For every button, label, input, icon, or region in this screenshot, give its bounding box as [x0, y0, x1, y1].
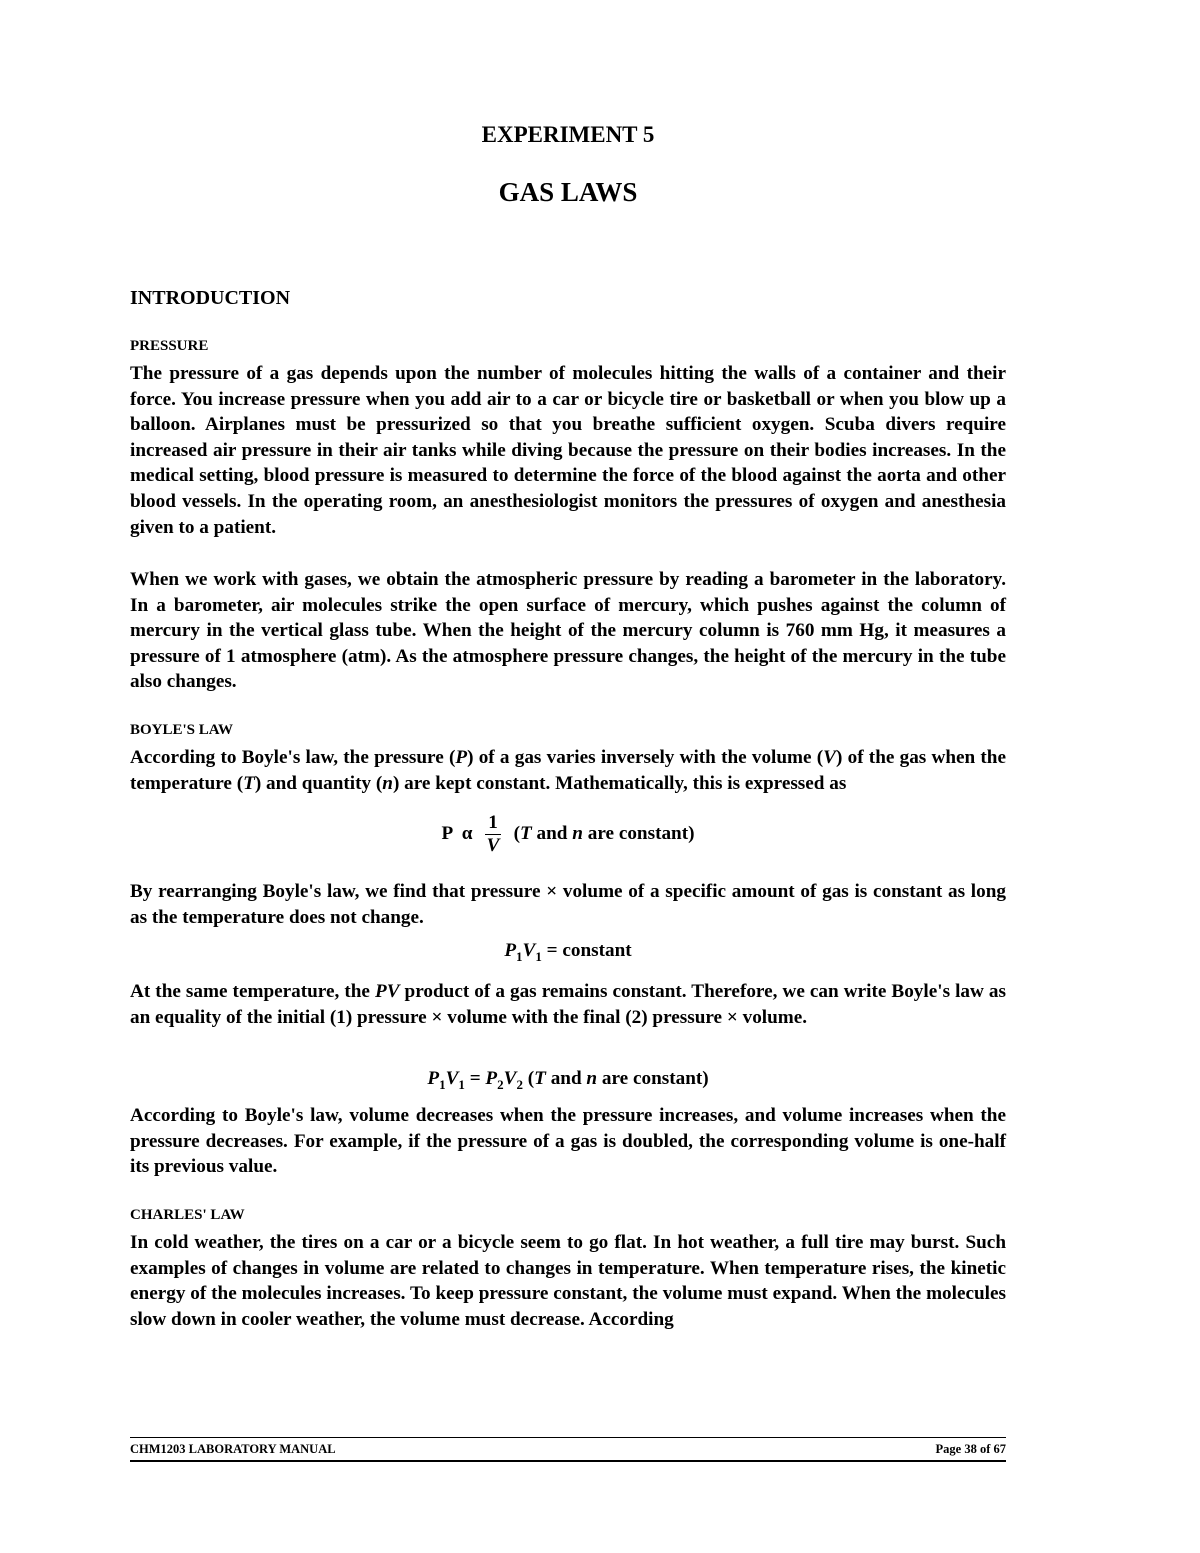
charles-section — [130, 1207, 1006, 1332]
pressure-paragraph-2-block — [130, 567, 1006, 695]
charles-paragraph-1: In cold weather, the tires on a car or a bicycle seem to go flat. In hot weather, a full tire may burst. Such examples of changes in volume are related to changes in temperature. When temperature rises, the kinetic energy of the molecules increases. To keep pressure constant, the volume must expand. When the molecules slow down in cooler weather, the volume must decrease. According — [130, 1232, 1006, 1330]
pressure-paragraph-1: The pressure of a gas depends upon the number of molecules hitting the walls of a container and their force. You increase pressure when you add air to a car or bicycle tire or basketball or when you blow up a balloon. Airplanes must be pressurized so that you breathe sufficient oxygen. Scuba divers require increased air pressure in their air tanks while diving because the pressure on their bodies increases. In the medical setting, blood pressure is measured to determine the force of the blood against the aorta and other blood vessels. In the operating room, an anesthesiologist monitors the pressures of oxygen and anesthesia given to a patient. — [130, 363, 1006, 538]
page-footer — [130, 1437, 1006, 1462]
boyle-equation-constant: $P_1V_1$ = constant — [504, 940, 632, 964]
page-title: GAS LAWS — [498, 177, 638, 207]
boyle-paragraph-2: By rearranging Boyle's law, we find that pressure × volume of a specific amount of gas is constant as long as the temperature does not change. — [130, 881, 1006, 928]
introduction-heading: INTRODUCTION — [130, 287, 291, 309]
document-page — [130, 0, 1006, 1553]
charles-heading: CHARLES' LAW — [130, 1207, 245, 1223]
pressure-paragraph-2: When we work with gases, we obtain the atmospheric pressure by reading a barometer in the laboratory. In a barometer, air molecules strike the open surface of mercury, which pushes against the column of mercury in the vertical glass tube. When the height of the mercury column is 760 mm Hg, it measures a pressure of 1 atmosphere (atm). As the atmosphere pressure changes, the height of the mercury in the tube also changes. — [130, 569, 1006, 693]
boyle-section — [130, 722, 1006, 796]
boyle-heading: BOYLE'S LAW — [130, 722, 233, 738]
boyle-paragraph-3-block — [130, 979, 1006, 1030]
boyle-paragraph-3: At the same temperature, the PV product of a gas remains constant. Therefore, we can write Boyle's law as an equality of the initial (1) pressure × volume with the final (2) pressure × volume. — [130, 981, 1006, 1028]
boyle-paragraph-1: According to Boyle's law, the pressure (P) of a gas varies inversely with the volume (V) of the gas when the temperature (T) and quantity (n) are kept constant. Mathematically, this is expressed as — [130, 747, 1006, 794]
experiment-number: EXPERIMENT 5 — [481, 122, 655, 147]
footer-manual-title: CHM1203 LABORATORY MANUAL — [130, 1442, 336, 1456]
boyle-paragraph-2-block — [130, 879, 1006, 930]
boyle-paragraph-4: According to Boyle's law, volume decreases when the pressure increases, and volume increases when the pressure decreases. For example, if the pressure of a gas is doubled, the corresponding volume is one-half its previous value. — [130, 1105, 1006, 1178]
fraction-one-over-v: $\frac{1}{V}$ — [486, 812, 500, 856]
footer-page-number: Page 38 of 67 — [935, 1442, 1006, 1456]
boyle-equation-equality: $P_1V_1 = P_2V_2$ (T and n are constant) — [427, 1068, 709, 1092]
pressure-section — [130, 338, 1006, 540]
boyle-paragraph-4-block — [130, 1103, 1006, 1180]
pressure-heading: PRESSURE — [130, 338, 209, 354]
boyle-equation-proportional: P α $\frac{1}{V}$ (T and n are constant) — [441, 812, 695, 856]
